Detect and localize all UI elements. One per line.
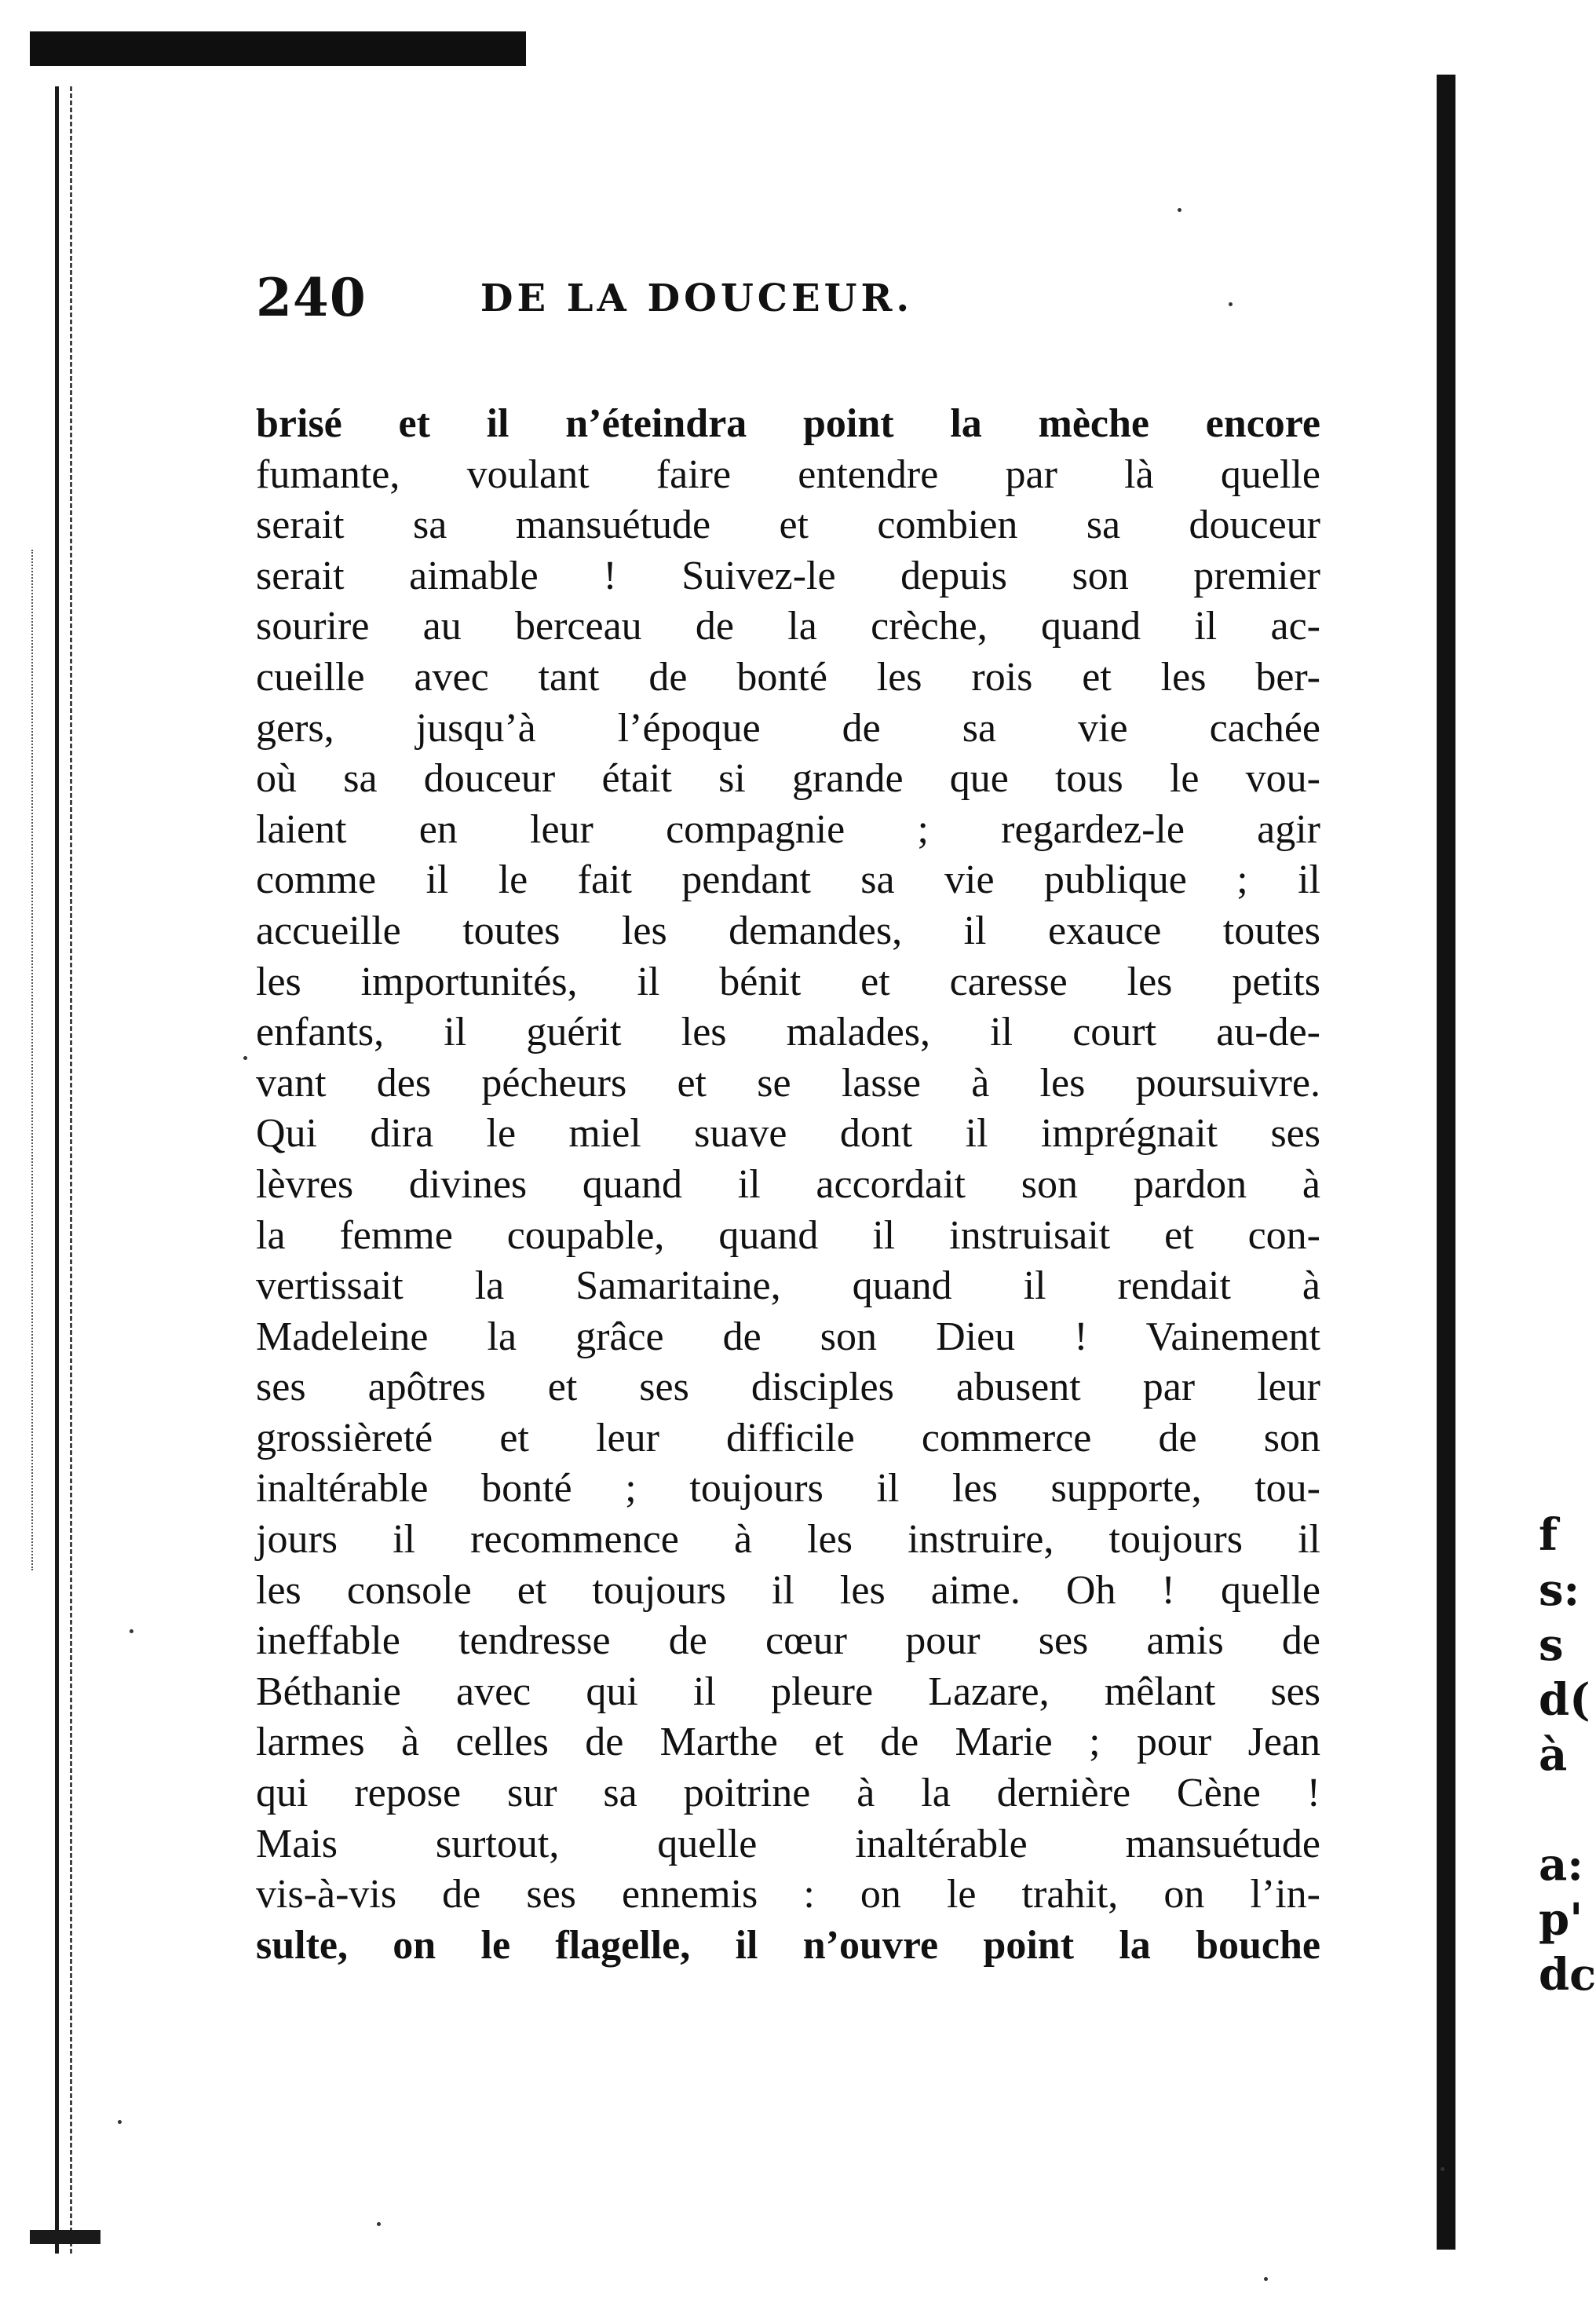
page-number: 240	[256, 267, 367, 328]
text-line: accueille toutes les demandes, il exauce toutes	[256, 908, 1320, 953]
page-gutter	[1437, 75, 1455, 2250]
text-line: vertissait la Samaritaine, quand il rendait à	[256, 1263, 1320, 1309]
scan-speck	[243, 1056, 247, 1060]
text-line: ses apôtres et ses disciples abusent par leur	[256, 1365, 1320, 1410]
text-line: qui repose sur sa poitrine à la dernière Cène !	[256, 1771, 1320, 1816]
fragment-gap	[1539, 1782, 1586, 1837]
fragment-text: dc	[1539, 1949, 1596, 2001]
fragment-text: f	[1539, 1509, 1558, 1561]
text-line: Madeleine la grâce de son Dieu ! Vainement	[256, 1314, 1320, 1359]
body-text	[256, 399, 1320, 1971]
fragment-text: a:	[1539, 1839, 1583, 1891]
fragment-text: p'	[1539, 1894, 1583, 1946]
text-line: cueille avec tant de bonté les rois et les ber-	[256, 654, 1320, 700]
text-line: grossièreté et leur difficile commerce de son	[256, 1415, 1320, 1460]
scan-speck	[377, 2222, 381, 2226]
binding-marks	[31, 550, 57, 1570]
text-line: Qui dira le miel suave dont il imprégnait ses	[256, 1111, 1320, 1157]
scan-speck	[1441, 2167, 1444, 2171]
scan-speck	[130, 1629, 133, 1633]
scan-speck	[118, 2120, 122, 2124]
adjacent-page-fragment	[1539, 1508, 1596, 2002]
text-line: inaltérable bonté ; toujours il les supporte, tou-	[256, 1466, 1320, 1512]
text-line: lèvres divines quand il accordait son pardon à	[256, 1161, 1320, 1207]
text-line: enfants, il guérit les malades, il court au-de-	[256, 1010, 1320, 1055]
text-line: gers, jusqu’à l’époque de sa vie cachée	[256, 705, 1320, 751]
text-line: sulte, on le flagelle, il n’ouvre point la bouche	[256, 1922, 1320, 1968]
text-line: brisé et il n’éteindra point la mèche encore	[256, 401, 1320, 446]
fragment-text: à	[1539, 1729, 1568, 1781]
text-line: larmes à celles de Marthe et de Marie ; pour Jean	[256, 1720, 1320, 1765]
text-line: les console et toujours il les aime. Oh ! quelle	[256, 1567, 1320, 1613]
text-line: Béthanie avec qui il pleure Lazare, mêlant ses	[256, 1669, 1320, 1714]
text-line: la femme coupable, quand il instruisait et con-	[256, 1212, 1320, 1258]
scan-speck	[1264, 2277, 1268, 2281]
binding-edge	[55, 86, 72, 2254]
text-line: Mais surtout, quelle inaltérable mansuétude	[256, 1821, 1320, 1866]
text-line: jours il recommence à les instruire, toujours il	[256, 1517, 1320, 1563]
text-line: serait aimable ! Suivez-le depuis son premier	[256, 553, 1320, 598]
text-line: laient en leur compagnie ; regardez-le agir	[256, 806, 1320, 852]
binding-foot	[30, 2230, 100, 2244]
fragment-text: d(	[1539, 1674, 1591, 1726]
scan-edge-bar	[30, 31, 526, 66]
running-head-title: DE LA DOUCEUR.	[480, 276, 914, 320]
text-line: où sa douceur était si grande que tous le vou-	[256, 756, 1320, 802]
scan-speck	[1178, 208, 1181, 212]
text-line: sourire au berceau de la crèche, quand il ac-	[256, 604, 1320, 649]
scan-speck	[1229, 302, 1233, 306]
text-line: vant des pécheurs et se lasse à les poursuivre.	[256, 1060, 1320, 1106]
text-line: ineffable tendresse de cœur pour ses amis de	[256, 1618, 1320, 1664]
fragment-text: s:	[1539, 1564, 1580, 1616]
text-line: comme il le fait pendant sa vie publique ; il	[256, 857, 1320, 903]
fragment-text: s	[1539, 1619, 1564, 1671]
text-line: fumante, voulant faire entendre par là quelle	[256, 451, 1320, 497]
text-line: vis-à-vis de ses ennemis : on le trahit, on l’in-	[256, 1872, 1320, 1917]
text-line: serait sa mansuétude et combien sa douceur	[256, 503, 1320, 548]
running-head	[256, 267, 1355, 338]
text-line: les importunités, il bénit et caresse les petits	[256, 959, 1320, 1004]
